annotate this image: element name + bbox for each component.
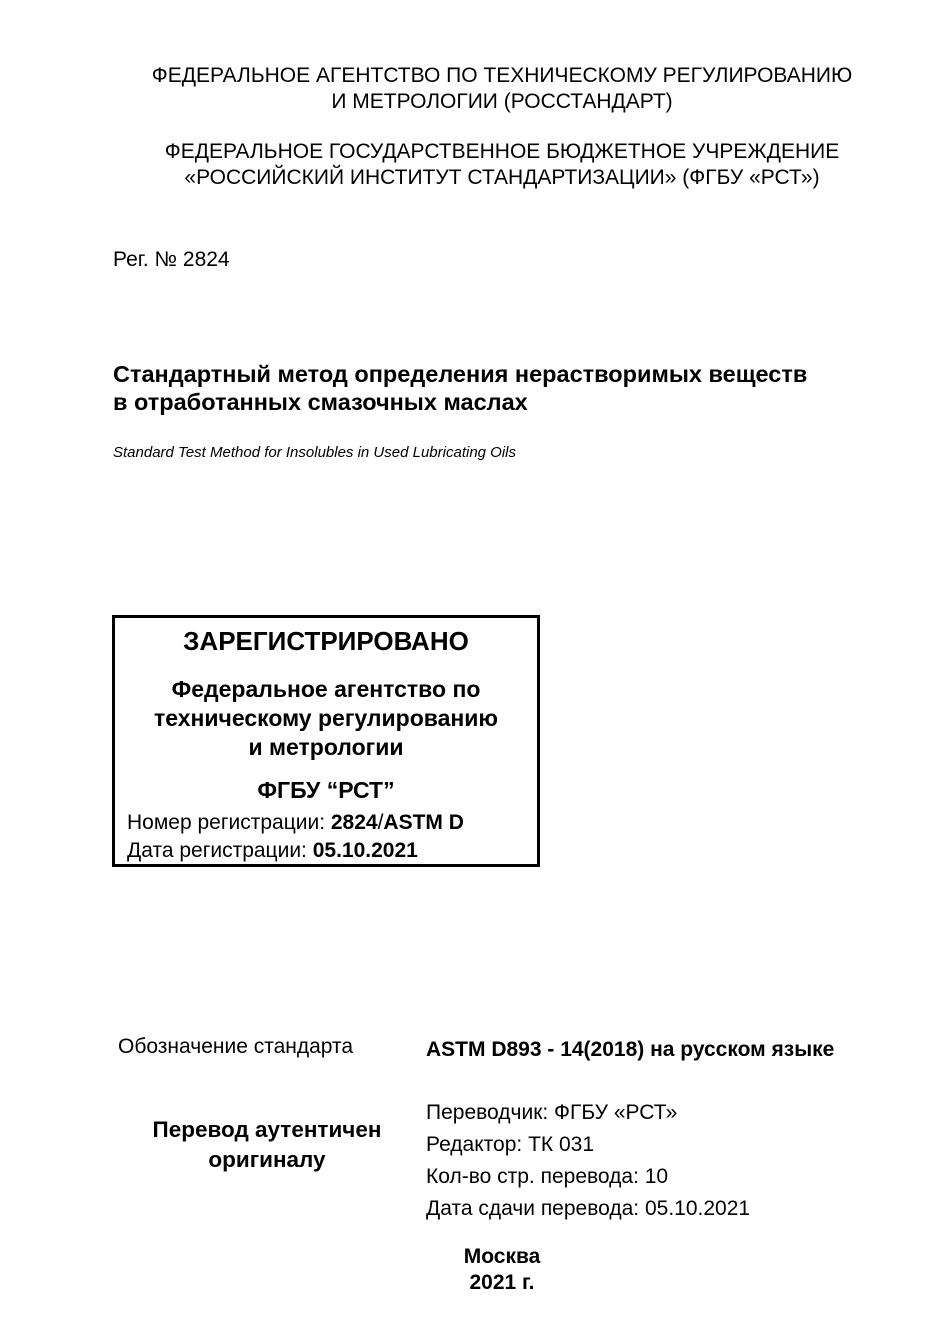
page-count: Кол-во стр. перевода: 10	[426, 1165, 669, 1188]
stamp-agency	[115, 675, 537, 762]
agency-line-2: И МЕТРОЛОГИИ (РОССТАНДАРТ)	[331, 90, 673, 113]
title-line-2: в отработанных смазочных маслах	[113, 389, 528, 415]
stamp-agency-line-1: Федеральное агентство по	[171, 676, 481, 702]
submission-date: Дата сдачи перевода: 05.10.2021	[426, 1197, 751, 1220]
year: 2021 г.	[469, 1271, 535, 1294]
stamp-date-value: 05.10.2021	[312, 839, 418, 862]
stamp-reg-number	[127, 809, 464, 837]
institution-header	[0, 139, 950, 191]
reg-number: Рег. № 2824	[113, 248, 230, 271]
standard-label: Обозначение стандарта	[118, 1035, 354, 1058]
standard-designation: ASTM D893 - 14(2018) на русском языке	[426, 1038, 835, 1061]
translator: Переводчик: ФГБУ «РСТ»	[426, 1101, 678, 1124]
english-title: Standard Test Method for Insolubles in Used Lubricating Oils	[113, 444, 517, 461]
authenticity-line-1: Перевод аутентичен	[152, 1117, 382, 1142]
document-title	[113, 360, 913, 416]
stamp-reg-date	[127, 837, 418, 865]
stamp-date-label: Дата регистрации:	[127, 839, 313, 862]
agency-header	[0, 63, 950, 115]
authenticity-note	[136, 1115, 398, 1175]
stamp-reg-value: 2824	[330, 811, 378, 834]
registration-stamp	[112, 615, 540, 867]
stamp-heading: ЗАРЕГИСТРИРОВАНО	[183, 626, 469, 656]
translation-info	[426, 1097, 750, 1225]
stamp-reg-suffix: ASTM D	[383, 811, 464, 834]
title-line-1: Стандартный метод определения нерастворимых веществ	[113, 361, 808, 387]
stamp-agency-line-2: техническому регулированию	[153, 705, 499, 731]
stamp-org: ФГБУ “РСТ”	[257, 777, 395, 803]
authenticity-line-2: оригиналу	[208, 1147, 326, 1172]
institution-line-1: ФЕДЕРАЛЬНОЕ ГОСУДАРСТВЕННОЕ БЮДЖЕТНОЕ УЧРЕЖДЕНИЕ	[164, 140, 840, 163]
institution-line-2: «РОССИЙСКИЙ ИНСТИТУТ СТАНДАРТИЗАЦИИ» (ФГБУ «РСТ»)	[184, 166, 820, 189]
agency-line-1: ФЕДЕРАЛЬНОЕ АГЕНТСТВО ПО ТЕХНИЧЕСКОМУ РЕГУЛИРОВАНИЮ	[151, 64, 853, 87]
city: Москва	[463, 1245, 541, 1268]
footer	[402, 1244, 602, 1296]
stamp-reg-separator: /	[377, 811, 384, 834]
stamp-reg-label: Номер регистрации:	[127, 811, 331, 834]
stamp-agency-line-3: и метрологии	[248, 734, 404, 760]
editor: Редактор: ТК 031	[426, 1133, 594, 1156]
